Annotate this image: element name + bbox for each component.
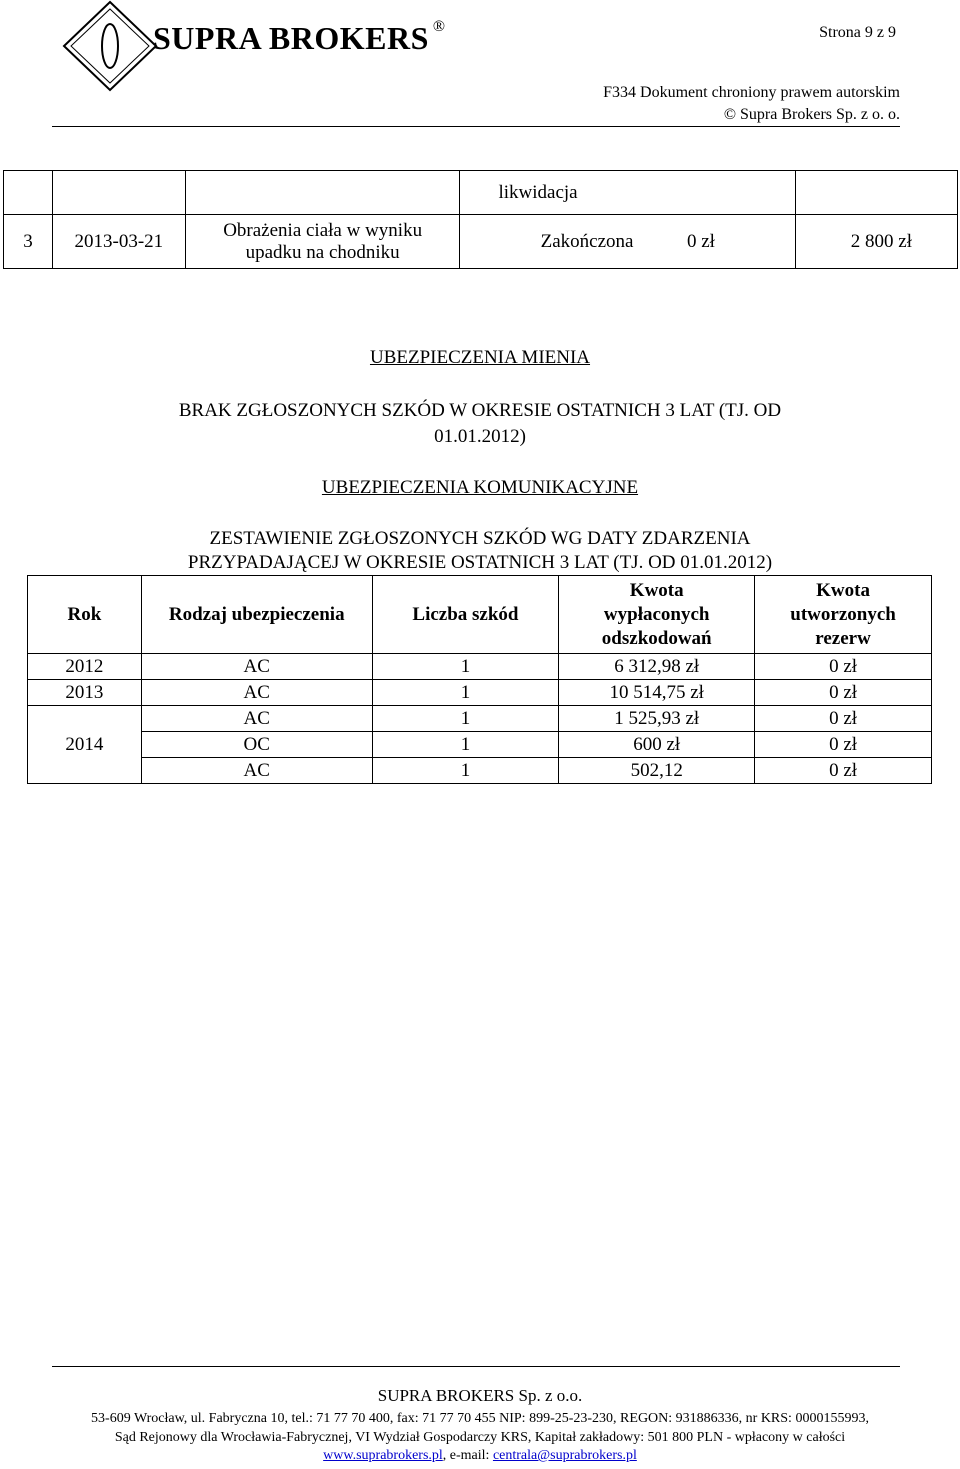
row-count: 1 <box>372 706 559 732</box>
table-row <box>4 215 958 269</box>
motor-claims-table <box>27 575 932 784</box>
table-header-row <box>28 576 932 654</box>
motor-insurance-title: UBEZPIECZENIA KOMUNIKACYJNE <box>321 477 639 498</box>
website-link[interactable]: www.suprabrokers.pl <box>323 1448 443 1463</box>
row-type: AC <box>141 758 372 784</box>
table-row <box>28 654 932 680</box>
row-count: 1 <box>372 758 559 784</box>
summary-heading-line-1: ZESTAWIENIE ZGŁOSZONYCH SZKÓD WG DATY ZDARZENIA <box>209 528 751 549</box>
copyright-notice <box>603 82 900 126</box>
row-paid: 6 312,98 zł <box>559 654 755 680</box>
row-type: AC <box>141 654 372 680</box>
page-number: Strona 9 z 9 <box>819 24 896 41</box>
status-cell: likwidacja <box>460 171 796 215</box>
cell <box>185 171 460 215</box>
table-row <box>4 171 958 215</box>
cell <box>4 171 53 215</box>
table-row <box>28 758 932 784</box>
cell <box>52 171 185 215</box>
row-reserve: 0 zł <box>755 758 932 784</box>
row-reserve: 0 zł <box>755 680 932 706</box>
header-reserve-amount: Kwota utworzonych rezerw <box>755 576 932 654</box>
header-claim-count: Liczba szkód <box>372 576 559 654</box>
row-reserve: 0 zł <box>755 732 932 758</box>
footer-contact <box>0 1448 960 1464</box>
summary-heading-line-2: PRZYPADAJĄCEJ W OKRESIE OSTATNICH 3 LAT (TJ. OD 01.01.2012) <box>187 552 773 573</box>
header-insurance-type: Rodzaj ubezpieczenia <box>141 576 372 654</box>
previous-claims-table <box>3 170 958 269</box>
footer-company: SUPRA BROKERS Sp. z o.o. <box>377 1386 583 1405</box>
table-row <box>28 680 932 706</box>
row-paid: 600 zł <box>559 732 755 758</box>
header-paid-amount: Kwota wypłaconych odszkodowań <box>559 576 755 654</box>
table-row <box>28 706 932 732</box>
property-insurance-title: UBEZPIECZENIA MIENIA <box>369 347 591 368</box>
claim-paid: 0 zł <box>686 230 715 252</box>
row-paid: 10 514,75 zł <box>559 680 755 706</box>
row-reserve: 0 zł <box>755 654 932 680</box>
row-year: 2014 <box>28 706 142 784</box>
claim-status-paid <box>460 215 796 269</box>
claim-status: Zakończona <box>540 230 634 252</box>
property-note-line-2: 01.01.2012) <box>434 426 526 447</box>
copyright-line-2: © Supra Brokers Sp. z o. o. <box>723 106 900 123</box>
claim-number: 3 <box>4 215 53 269</box>
header-divider <box>52 126 900 127</box>
row-type: OC <box>141 732 372 758</box>
row-paid: 502,12 <box>559 758 755 784</box>
row-count: 1 <box>372 732 559 758</box>
email-link[interactable]: centrala@suprabrokers.pl <box>492 1448 637 1463</box>
row-year: 2012 <box>28 654 142 680</box>
row-count: 1 <box>372 680 559 706</box>
row-reserve: 0 zł <box>755 706 932 732</box>
header-year: Rok <box>28 576 142 654</box>
claim-date: 2013-03-21 <box>52 215 185 269</box>
table-row <box>28 732 932 758</box>
company-logo <box>62 0 158 92</box>
footer-registration: Sąd Rejonowy dla Wrocławia-Fabrycznej, VI Wydział Gospodarczy KRS, Kapitał zakładowy: 501 800 PLN - wpłacony w całości <box>114 1430 846 1445</box>
claim-reserve: 2 800 zł <box>796 215 958 269</box>
footer-divider <box>52 1366 900 1367</box>
brand-name: SUPRA BROKERS ® <box>153 18 446 56</box>
row-type: AC <box>141 706 372 732</box>
row-type: AC <box>141 680 372 706</box>
row-paid: 1 525,93 zł <box>559 706 755 732</box>
footer-address: 53-609 Wrocław, ul. Fabryczna 10, tel.: 71 77 70 400, fax: 71 77 70 455 NIP: 899-25-23-230, REGON: 931886336, nr KRS: 0000155993, <box>91 1411 869 1426</box>
property-note-line-1: BRAK ZGŁOSZONYCH SZKÓD W OKRESIE OSTATNICH 3 LAT (TJ. OD <box>178 400 782 421</box>
registered-mark: ® <box>432 18 446 35</box>
cell <box>796 171 958 215</box>
copyright-line-1: F334 Dokument chroniony prawem autorskim <box>603 84 900 101</box>
row-year: 2013 <box>28 680 142 706</box>
row-count: 1 <box>372 654 559 680</box>
claim-description: Obrażenia ciała w wyniku upadku na chodniku <box>185 215 460 269</box>
email-label: , e-mail: <box>442 1448 493 1463</box>
